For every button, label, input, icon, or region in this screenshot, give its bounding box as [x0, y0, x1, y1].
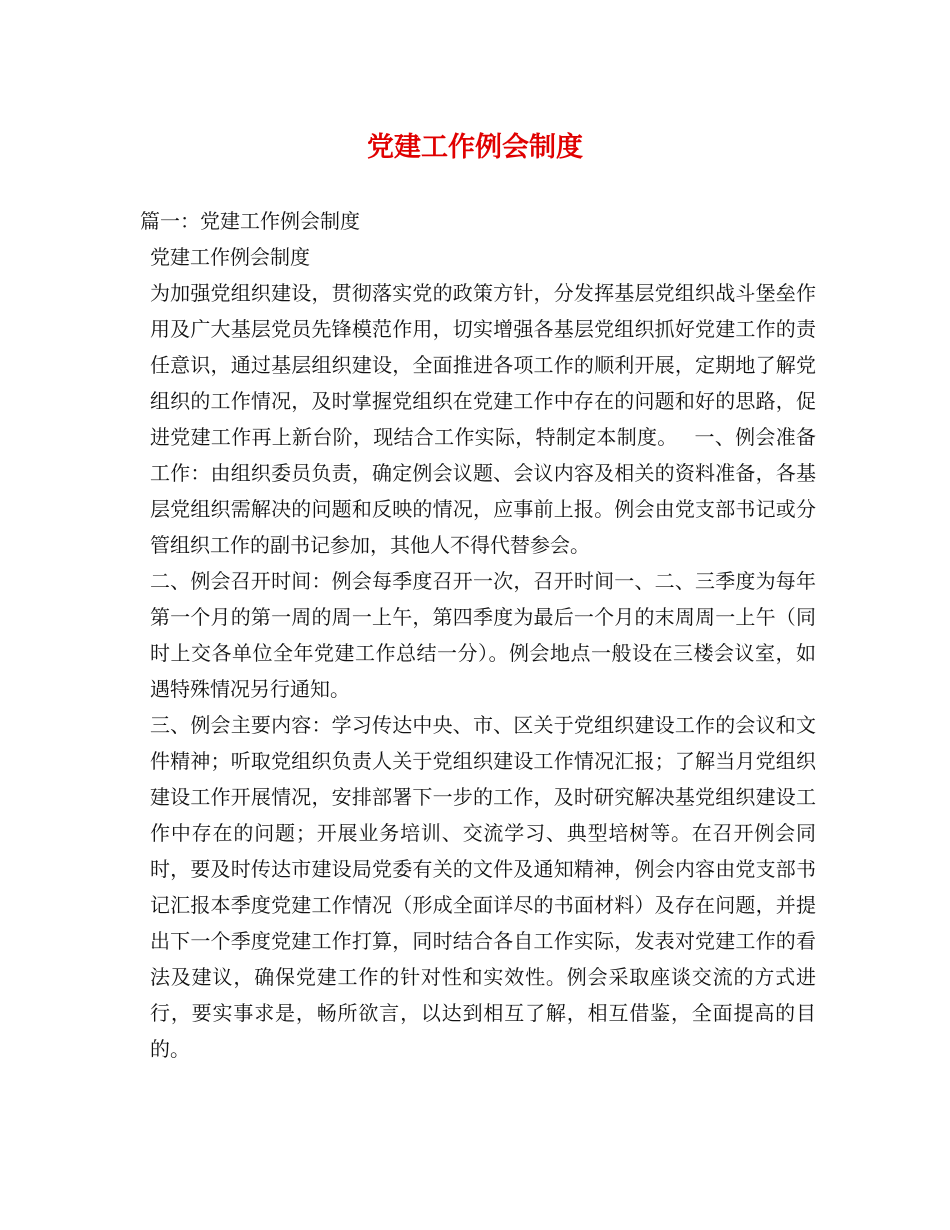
document-title: 党建工作例会制度: [367, 132, 583, 163]
paragraph-meeting-time: 二、例会召开时间：例会每季度召开一次，召开时间一、二、三季度为每年第一个月的第一周的周一上午，第四季度为最后一个月的末周周一上午（同时上交各单位全年党建工作总结一分）。例会地点一般设在三楼会议室，如遇特殊情况另行通知。: [150, 569, 816, 701]
paragraph-meeting-content: 三、例会主要内容：学习传达中央、市、区关于党组织建设工作的会议和文件精神；听取党组织负责人关于党组织建设工作情况汇报；了解当月党组织建设工作开展情况，安排部署下一步的工作，及时研究解决基党组织建设工作中存在的问题；开展业务培训、交流学习、典型培树等。在召开例会同时，要及时传达市建设局党委有关的文件及通知精神，例会内容由党支部书记汇报本季度党建工作情况（形成全面详尽的书面材料）及存在问题，并提出下一个季度党建工作打算，同时结合各自工作实际，发表对党建工作的看法及建议，确保党建工作的针对性和实效性。例会采取座谈交流的方式进行，要实事求是，畅所欲言，以达到相互了解，相互借鉴，全面提高的目的。: [150, 713, 816, 1061]
document-body: [140, 203, 816, 1067]
paragraph-intro: 为加强党组织建设，贯彻落实党的政策方针，分发挥基层党组织战斗堡垒作用及广大基层党员先锋模范作用，切实增强各基层党组织抓好党建工作的责任意识，通过基层组织建设，全面推进各项工作的顺利开展，定期地了解党组织的工作情况，及时掌握党组织在党建工作中存在的问题和好的思路，促进党建工作再上新台阶，现结合工作实际，特制定本制度。 一、例会准备工作：由组织委员负责，确定例会议题、会议内容及相关的资料准备，各基层党组织需解决的问题和反映的情况，应事前上报。例会由党支部书记或分管组织工作的副书记参加，其他人不得代替参会。: [150, 281, 816, 557]
sub-heading: 党建工作例会制度: [150, 245, 310, 269]
section-heading: 篇一：党建工作例会制度: [140, 209, 360, 233]
